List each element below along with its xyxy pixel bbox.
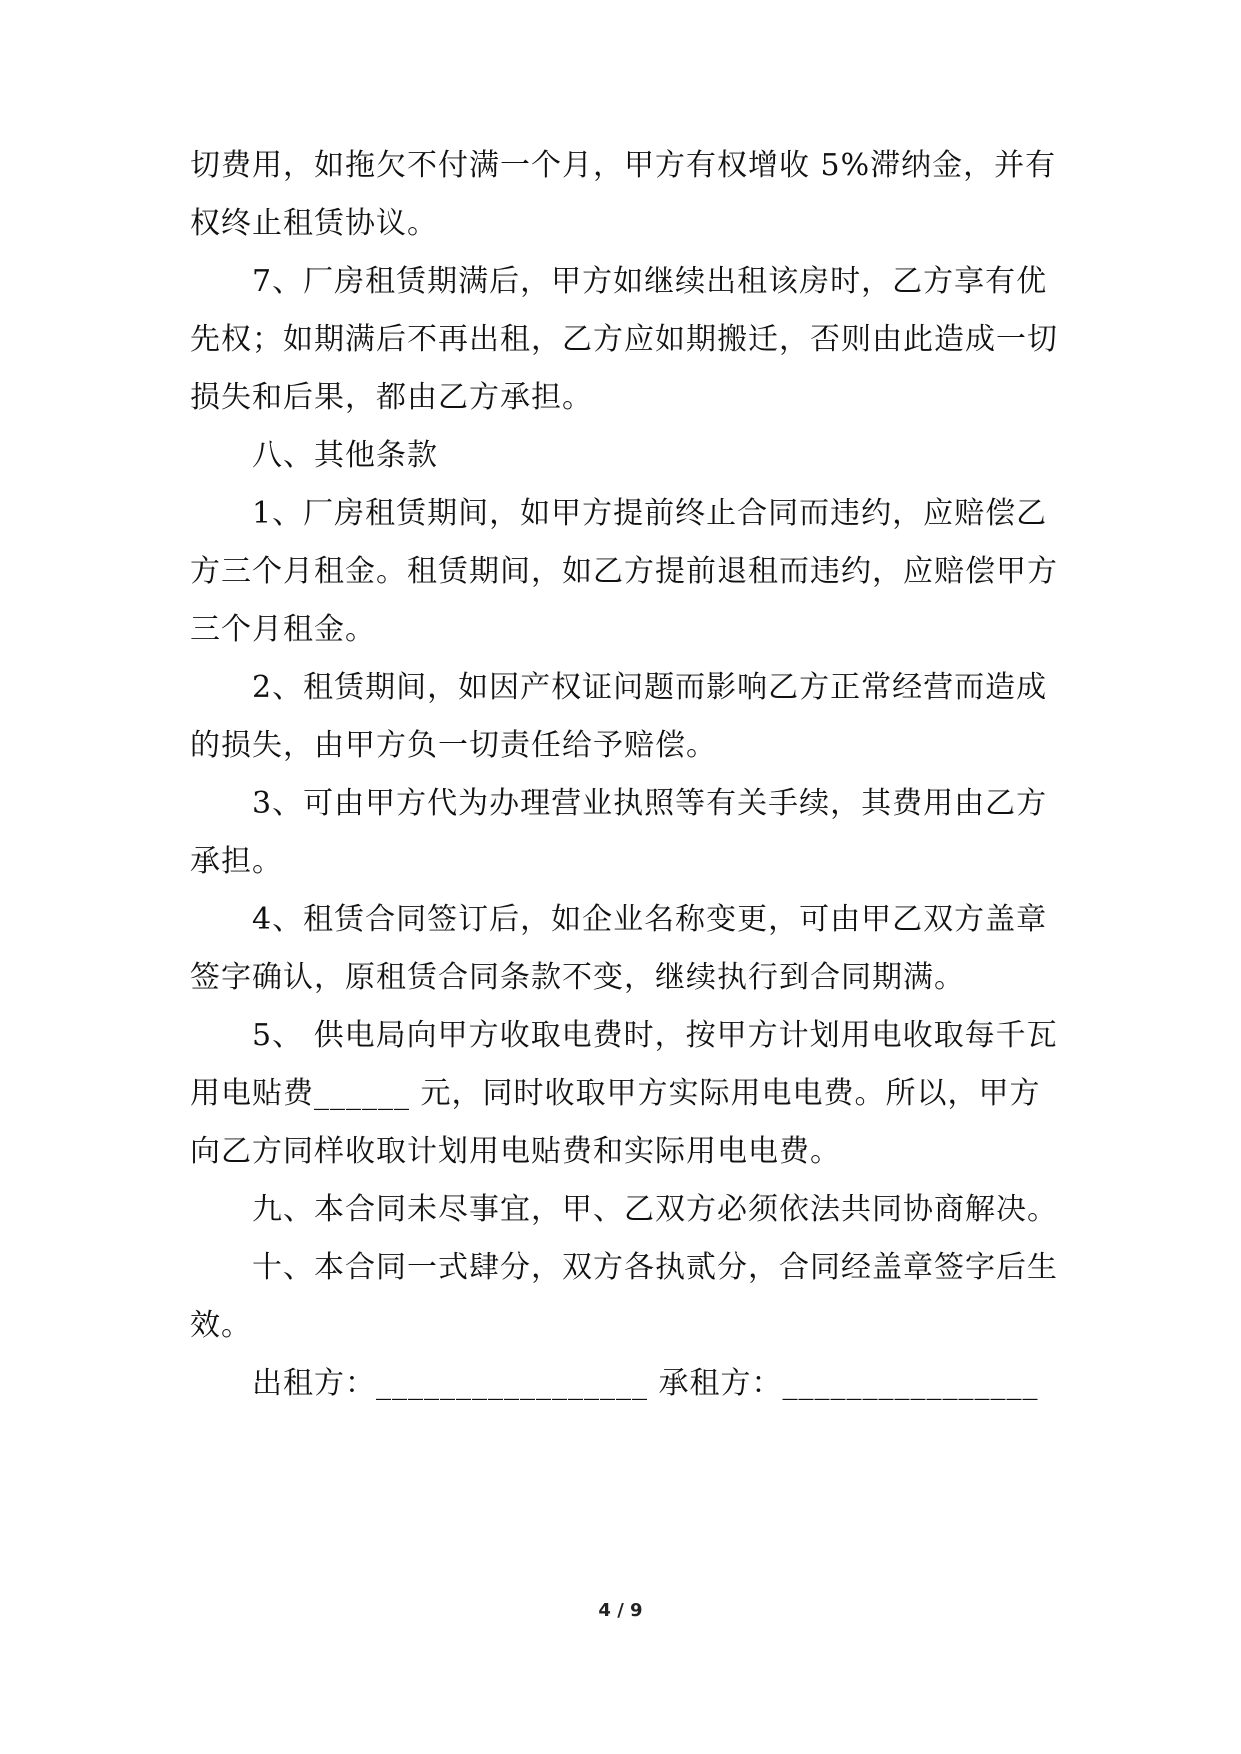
clause-3: 3、可由甲方代为办理营业执照等有关手续，其费用由乙方 — [252, 786, 1048, 821]
text-line: 损失和后果，都由乙方承担。 — [190, 380, 593, 415]
section-nine: 九、本合同未尽事宜，甲、乙双方必须依法共同协商解决。 — [252, 1192, 1058, 1227]
text-line: 向乙方同样收取计划用电贴费和实际用电电费。 — [190, 1134, 841, 1169]
page-number: 4 / 9 — [598, 1600, 643, 1621]
text-line: 用电贴费______ 元，同时收取甲方实际用电电费。所以，甲方 — [190, 1076, 1041, 1111]
clause-2: 2、租赁期间，如因产权证问题而影响乙方正常经营而造成 — [252, 670, 1048, 705]
text-line: 承担。 — [190, 844, 283, 879]
section-heading-other-terms: 八、其他条款 — [252, 438, 438, 473]
text-line: 签字确认，原租赁合同条款不变，继续执行到合同期满。 — [190, 960, 965, 995]
text-line: 权终止租赁协议。 — [190, 206, 438, 241]
signature-line: 出租方：_________________ 承租方：________________ — [252, 1366, 1039, 1401]
clause-7: 7、厂房租赁期满后，甲方如继续出租该房时，乙方享有优 — [252, 264, 1048, 299]
clause-5: 5、 供电局向甲方收取电费时，按甲方计划用电收取每千瓦 — [252, 1018, 1058, 1053]
text-line: 效。 — [190, 1308, 252, 1343]
clause-1: 1、厂房租赁期间，如甲方提前终止合同而违约，应赔偿乙 — [252, 496, 1048, 531]
text-line: 三个月租金。 — [190, 612, 376, 647]
text-line: 先权；如期满后不再出租，乙方应如期搬迁，否则由此造成一切 — [190, 322, 1058, 357]
text-line: 切费用，如拖欠不付满一个月，甲方有权增收 5%滞纳金，并有 — [190, 148, 1057, 183]
text-line: 的损失，由甲方负一切责任给予赔偿。 — [190, 728, 717, 763]
clause-4: 4、租赁合同签订后，如企业名称变更，可由甲乙双方盖章 — [252, 902, 1048, 937]
text-line: 方三个月租金。租赁期间，如乙方提前退租而违约，应赔偿甲方 — [190, 554, 1058, 589]
section-ten: 十、本合同一式肆分，双方各执贰分，合同经盖章签字后生 — [252, 1250, 1058, 1285]
